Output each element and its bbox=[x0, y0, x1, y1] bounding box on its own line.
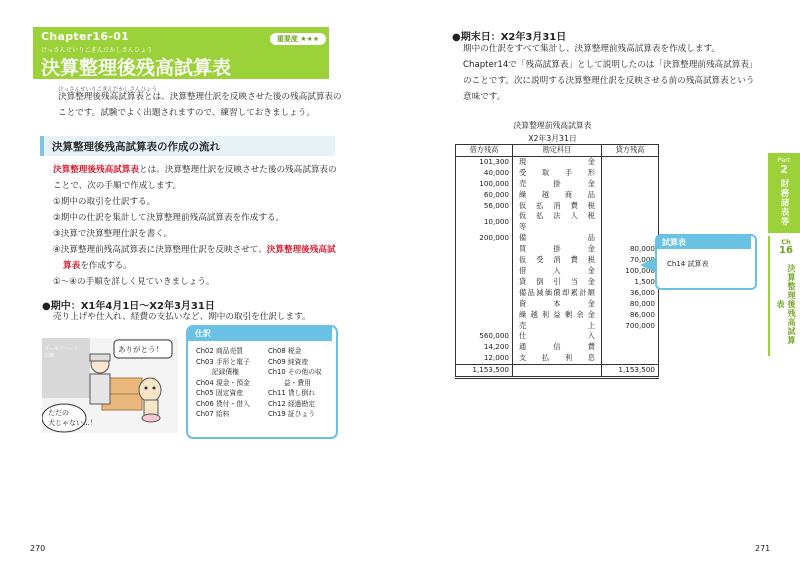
page-number-left: 270 bbox=[30, 544, 46, 553]
credit-cell bbox=[602, 233, 659, 244]
table-row bbox=[456, 288, 659, 299]
credit-cell bbox=[602, 353, 659, 364]
flow-line2: ことで、次の手順で作成します。 bbox=[53, 181, 182, 191]
account-cell: 売 掛 金 bbox=[513, 179, 602, 190]
table-row bbox=[456, 190, 659, 201]
debit-cell: 12,000 bbox=[456, 353, 513, 364]
account-cell: 貸 倒 引 当 金 bbox=[513, 277, 602, 288]
table-row bbox=[456, 299, 659, 310]
credit-cell: 1,153,500 bbox=[602, 365, 659, 378]
page-number-right: 271 bbox=[755, 544, 771, 553]
debit-cell bbox=[456, 321, 513, 332]
credit-cell: 70,000 bbox=[602, 255, 659, 266]
chapter-link[interactable]: Ch12 経過勘定 bbox=[268, 399, 316, 408]
step4-suffix: を作成する。 bbox=[80, 261, 132, 271]
column-header: 貸方残高 bbox=[602, 145, 659, 157]
table bbox=[455, 144, 659, 379]
chapter-link[interactable]: Ch08 税金 bbox=[268, 347, 302, 355]
table-row bbox=[456, 353, 659, 364]
period-end-text bbox=[463, 41, 763, 105]
account-cell: 備品減価償却累計額 bbox=[513, 288, 602, 299]
table-row bbox=[456, 211, 659, 233]
step-item bbox=[53, 242, 353, 258]
debit-cell bbox=[456, 299, 513, 310]
credit-cell bbox=[602, 168, 659, 179]
table-row bbox=[456, 168, 659, 179]
account-cell: 仮 払 法 人 税 等 bbox=[513, 211, 602, 233]
part-number: 2 bbox=[780, 163, 788, 176]
callout-link[interactable]: Ch14 試算表 bbox=[667, 260, 709, 268]
chapter-link[interactable]: Ch09 純資産 bbox=[268, 357, 309, 366]
speech-bubble-bottom: ただの 犬じゃない…！ bbox=[48, 409, 97, 427]
step4-red2: 算表 bbox=[63, 261, 81, 271]
account-cell: 買 掛 金 bbox=[513, 244, 602, 255]
shiwake-title: 仕訳 bbox=[195, 329, 211, 338]
steps-note: ①〜④の手順を詳しく見ていきましょう。 bbox=[53, 277, 215, 287]
shiwake-col2 bbox=[268, 346, 322, 420]
table-row bbox=[456, 156, 659, 167]
credit-cell bbox=[602, 342, 659, 353]
importance-badge: 重要度 ★★★ bbox=[270, 33, 326, 45]
debit-cell: 14,200 bbox=[456, 342, 513, 353]
intro-text bbox=[58, 89, 358, 121]
step4-red: 決算整理後残高試 bbox=[266, 245, 336, 255]
period-heading: ●期中：X1年4月1日〜X2年3月31日 bbox=[42, 301, 215, 312]
account-cell: 資 本 金 bbox=[513, 299, 602, 310]
body-line: 意味です。 bbox=[463, 92, 506, 102]
debit-cell bbox=[456, 255, 513, 266]
account-cell: 仮 払 消 費 税 bbox=[513, 201, 602, 212]
chapter-link[interactable]: Ch03 手形と電子 bbox=[196, 357, 250, 366]
shiwake-col1 bbox=[196, 346, 250, 420]
account-cell: 繰 越 商 品 bbox=[513, 190, 602, 201]
credit-cell bbox=[602, 211, 659, 233]
flow-term: 決算整理後残高試算表 bbox=[53, 165, 139, 175]
table-title: 決算整理前残高試算表 bbox=[513, 121, 592, 130]
chapter-link[interactable]: Ch02 商品売買 bbox=[196, 347, 244, 355]
credit-cell: 86,000 bbox=[602, 310, 659, 321]
table-date: X2年3月31日 bbox=[528, 134, 577, 143]
chapter-link[interactable]: 記録債権 bbox=[196, 368, 239, 376]
section-heading: 決算整理後残高試算表の作成の流れ bbox=[52, 141, 220, 153]
table-row bbox=[456, 179, 659, 190]
flow-text bbox=[53, 162, 353, 194]
credit-cell bbox=[602, 179, 659, 190]
step-item bbox=[53, 258, 353, 274]
column-header: 勘定科目 bbox=[513, 145, 602, 157]
body-line: のことです。次に説明する決算整理仕訳を反映させる前の残高試算表という bbox=[463, 76, 755, 86]
table-row bbox=[456, 310, 659, 321]
callout-pointer bbox=[640, 258, 655, 272]
debit-cell bbox=[456, 288, 513, 299]
debit-cell: 101,300 bbox=[456, 156, 513, 167]
account-cell: 現 金 bbox=[513, 156, 602, 167]
table-row bbox=[456, 266, 659, 277]
credit-cell: 80,000 bbox=[602, 299, 659, 310]
table-header-row bbox=[456, 145, 659, 157]
period-text: 売り上げや仕入れ、経費の支払いなど、期中の取引を仕訳します。 bbox=[53, 312, 311, 322]
chapter-link[interactable]: Ch10 その他の収 bbox=[268, 368, 322, 376]
steps-list bbox=[53, 194, 353, 290]
account-cell: 借 入 金 bbox=[513, 266, 602, 277]
debit-cell: 1,153,500 bbox=[456, 365, 513, 378]
credit-cell: 700,000 bbox=[602, 321, 659, 332]
chapter-link[interactable]: Ch05 固定資産 bbox=[196, 389, 244, 397]
account-cell bbox=[513, 365, 602, 378]
credit-cell: 1,500 bbox=[602, 277, 659, 288]
account-cell: 売 上 bbox=[513, 321, 602, 332]
chapter-tab[interactable] bbox=[768, 236, 800, 356]
part-title: 財務諸表等 bbox=[779, 179, 789, 227]
ch-label: Ch bbox=[781, 238, 791, 246]
table-total-row bbox=[456, 365, 659, 378]
credit-cell: 100,000 bbox=[602, 266, 659, 277]
step4-prefix: ④決算整理前残高試算表に決算整理仕訳を反映させて、 bbox=[53, 245, 267, 255]
credit-cell bbox=[602, 201, 659, 212]
section-heading-bar bbox=[40, 136, 44, 156]
callout-title: 試算表 bbox=[662, 238, 686, 247]
door-label: ゴールドハート 工場 bbox=[44, 346, 79, 359]
ch-number: 16 bbox=[779, 245, 793, 256]
debit-cell: 100,000 bbox=[456, 179, 513, 190]
table-row bbox=[456, 331, 659, 342]
table-row bbox=[456, 342, 659, 353]
account-cell: 通 信 費 bbox=[513, 342, 602, 353]
chapter-link[interactable]: Ch06 貸付・借入 bbox=[196, 399, 250, 408]
account-cell: 繰 越 利 益 剰 余 金 bbox=[513, 310, 602, 321]
debit-cell bbox=[456, 310, 513, 321]
credit-cell bbox=[602, 156, 659, 167]
intro-ruby: けっさんせいりごぎんだかしさんひょう bbox=[58, 87, 158, 93]
table-row bbox=[456, 233, 659, 244]
debit-cell: 60,000 bbox=[456, 190, 513, 201]
account-cell: 備 品 bbox=[513, 233, 602, 244]
table-row bbox=[456, 277, 659, 288]
title-ruby: けっさんせいりごぎんだかしさんひょう bbox=[41, 47, 153, 54]
chapter-number: Chapter16-01 bbox=[41, 30, 130, 43]
table-row bbox=[456, 255, 659, 266]
ch-title: 決算整理後残高試算表 bbox=[776, 263, 796, 345]
step-item: ①期中の取引を仕訳する。 bbox=[53, 197, 156, 207]
chapter-link[interactable]: Ch04 現金・預金 bbox=[196, 378, 250, 387]
body-line: 期中の仕訳をすべて集計し、決算整理前残高試算表を作成します。 bbox=[463, 44, 720, 54]
credit-cell bbox=[602, 190, 659, 201]
debit-cell: 56,000 bbox=[456, 201, 513, 212]
body-line: Chapter14で「残高試算表」として説明したのは「決算整理前残高試算表」 bbox=[463, 60, 758, 70]
step-item: ②期中の仕訳を集計して決算整理前残高試算表を作成する。 bbox=[53, 213, 285, 223]
debit-cell: 40,000 bbox=[456, 168, 513, 179]
debit-cell bbox=[456, 277, 513, 288]
chapter-link[interactable]: Ch07 給料 bbox=[196, 410, 230, 418]
step-item: ③決算で決算整理仕訳を書く。 bbox=[53, 229, 173, 239]
flow-line1: とは、決算整理仕訳を反映させた後の残高試算表の bbox=[138, 165, 337, 175]
account-cell: 仕 入 bbox=[513, 331, 602, 342]
debit-cell: 200,000 bbox=[456, 233, 513, 244]
debit-cell: 560,000 bbox=[456, 331, 513, 342]
debit-cell: 10,000 bbox=[456, 211, 513, 233]
credit-cell: 80,000 bbox=[602, 244, 659, 255]
account-cell: 仮 受 消 費 税 bbox=[513, 255, 602, 266]
chapter-link[interactable]: Ch11 貸し倒れ bbox=[268, 389, 316, 397]
speech-bubble: ありがとう！ bbox=[118, 345, 163, 354]
page-title: 決算整理後残高試算表 bbox=[41, 57, 232, 79]
part-label: Part bbox=[777, 156, 791, 164]
credit-cell bbox=[602, 331, 659, 342]
table-row bbox=[456, 321, 659, 332]
trial-balance-table bbox=[455, 144, 659, 379]
table-row bbox=[456, 244, 659, 255]
period-end-heading: ●期末日：X2年3月31日 bbox=[452, 32, 567, 43]
debit-cell bbox=[456, 244, 513, 255]
table-row bbox=[456, 201, 659, 212]
account-cell: 支 払 利 息 bbox=[513, 353, 602, 364]
credit-cell: 36,000 bbox=[602, 288, 659, 299]
chapter-link[interactable]: 益・費用 bbox=[268, 378, 311, 387]
account-cell: 受 取 手 形 bbox=[513, 168, 602, 179]
debit-cell bbox=[456, 266, 513, 277]
part-tab[interactable] bbox=[768, 153, 800, 233]
intro-line: ことです。試験でよく出題されますので、練習しておきましょう。 bbox=[58, 108, 315, 118]
chapter-link[interactable]: Ch19 証ひょう bbox=[268, 410, 316, 418]
intro-line: 決算整理後残高試算表とは、決算整理仕訳を反映させた後の残高試算表の bbox=[58, 92, 342, 102]
column-header: 借方残高 bbox=[456, 145, 513, 157]
